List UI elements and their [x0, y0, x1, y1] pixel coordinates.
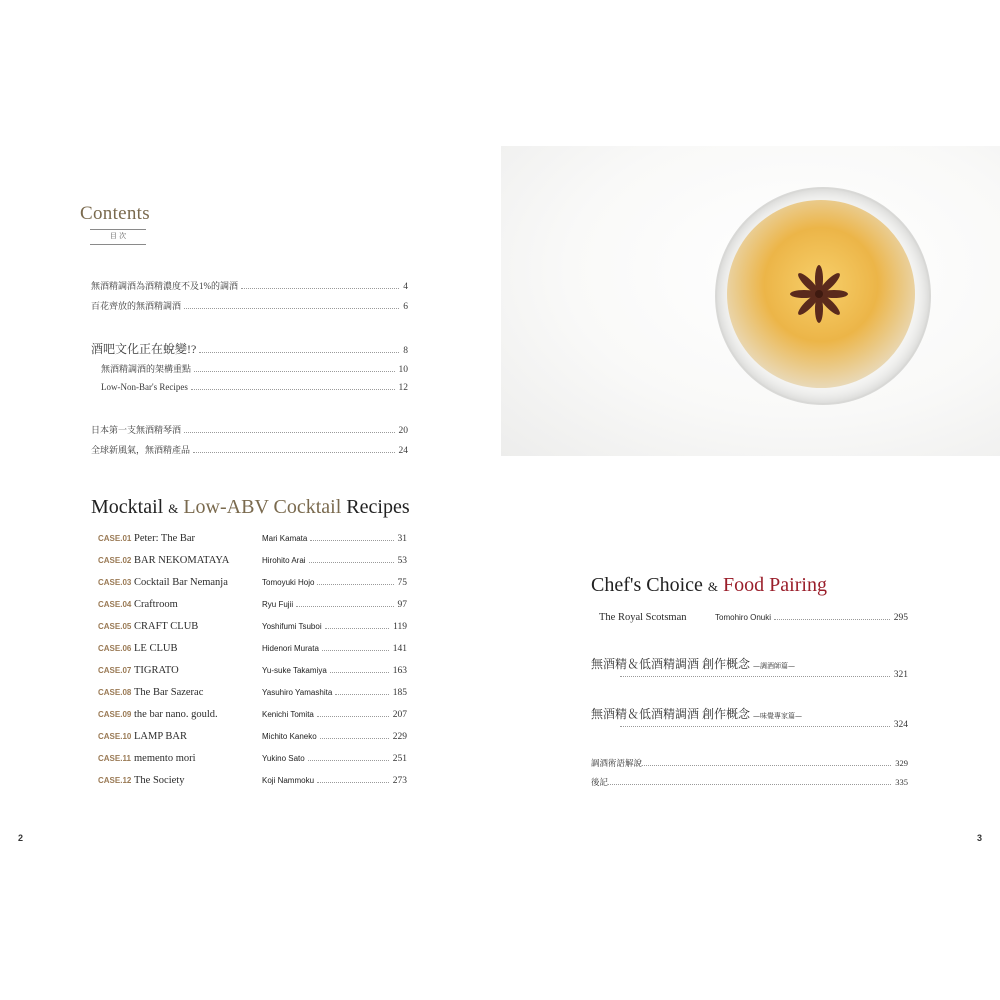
case-bartender: Koji Nammoku [262, 776, 315, 785]
leader-dots [241, 288, 399, 289]
mocktail-section-title [91, 496, 410, 519]
case-bar-name: Craftroom [134, 599, 178, 610]
case-row[interactable] [98, 731, 407, 747]
chef-entry-row[interactable] [599, 612, 908, 623]
mocktail-title-amp: & [168, 501, 179, 516]
case-page: 75 [397, 578, 407, 588]
case-bar-name: LE CLUB [134, 643, 178, 654]
leader-dots [309, 562, 394, 563]
toc-row[interactable] [91, 443, 408, 456]
toc-row-title: 日本第一支無酒精琴酒 [91, 425, 182, 435]
toc-row-title: 無酒精調酒的架構重點 [101, 364, 192, 374]
toc-row-page: 24 [398, 446, 408, 456]
case-bar-name: BAR NEKOMATAYA [134, 555, 230, 566]
chef-title-amp: & [707, 579, 719, 594]
case-page: 141 [392, 644, 407, 654]
case-row[interactable] [98, 665, 407, 681]
toc-row[interactable] [91, 299, 408, 312]
case-bar-name: The Bar Sazerac [134, 687, 204, 698]
leader-dots [335, 694, 388, 695]
leader-dots [191, 389, 395, 390]
case-bartender: Hirohito Arai [262, 556, 306, 565]
case-page: 119 [393, 622, 407, 632]
case-row[interactable] [98, 555, 407, 571]
toc-row-title: 全球新風氣，無酒精產品 [91, 445, 191, 455]
toc-row-page: 8 [403, 346, 408, 356]
case-label: CASE.05 [98, 622, 132, 631]
chef-entry-name: Tomohiro Onuki [715, 613, 772, 622]
case-row[interactable] [98, 709, 407, 725]
leader-dots [317, 584, 393, 585]
chef-entry-bar: The Royal Scotsman [599, 612, 687, 623]
case-bartender: Mari Kamata [262, 534, 308, 543]
concept-page: 324 [893, 720, 908, 730]
case-row[interactable] [98, 621, 407, 637]
case-bartender: Yasuhiro Yamashita [262, 688, 333, 697]
case-page: 31 [397, 534, 407, 544]
case-bartender: Hidenori Murata [262, 644, 319, 653]
case-bar-name: the bar nano. gould. [134, 709, 218, 720]
leader-dots [194, 371, 394, 372]
case-label: CASE.08 [98, 688, 132, 697]
toc-row[interactable] [91, 423, 408, 436]
concept-tag: —味覺專家篇— [753, 712, 803, 720]
case-bartender: Yukino Sato [262, 754, 305, 763]
concept-title-text: 無酒精＆低酒精調酒 創作概念 [591, 657, 751, 671]
leader-dots [642, 765, 891, 766]
leader-dots [184, 432, 394, 433]
toc-row-title: 後記 [591, 777, 609, 787]
concept-leader [620, 670, 908, 680]
case-bar-name: Peter: The Bar [134, 533, 196, 544]
case-page: 229 [392, 732, 407, 742]
page-number-left: 2 [18, 833, 24, 843]
case-bartender: Ryu Fujii [262, 600, 294, 609]
leader-dots [199, 352, 399, 353]
toc-row-page: 329 [895, 758, 908, 768]
case-label: CASE.02 [98, 556, 132, 565]
case-row[interactable] [98, 775, 407, 791]
toc-row-page: 6 [403, 302, 408, 312]
chef-entry-page: 295 [893, 613, 908, 623]
toc-row[interactable] [591, 776, 908, 788]
case-page: 251 [392, 754, 407, 764]
case-label: CASE.06 [98, 644, 132, 653]
leader-dots [608, 784, 891, 785]
case-label: CASE.11 [98, 754, 131, 763]
concept-title-text: 無酒精＆低酒精調酒 創作概念 [591, 707, 751, 721]
case-bartender: Yu-suke Takamiya [262, 666, 327, 675]
case-page: 53 [397, 556, 407, 566]
page-number-right: 3 [977, 833, 983, 843]
case-bartender: Kenichi Tomita [262, 710, 314, 719]
case-bartender: Yoshifumi Tsuboi [262, 622, 322, 631]
case-row[interactable] [98, 687, 407, 703]
mocktail-title-b: Low-ABV Cocktail [183, 496, 342, 518]
case-label: CASE.01 [98, 534, 132, 543]
toc-row-title: 酒吧文化正在蛻變!? [91, 342, 197, 356]
case-row[interactable] [98, 643, 407, 659]
concept-tag: —調酒師篇— [753, 662, 796, 670]
star-anise-icon [790, 265, 848, 323]
cocktail-glass-illustration [501, 146, 1000, 456]
case-bar-name: memento mori [134, 753, 196, 764]
leader-dots [317, 716, 389, 717]
leader-dots [620, 726, 890, 727]
case-page: 273 [392, 776, 407, 786]
case-page: 97 [397, 600, 407, 610]
chef-title-a: Chef's Choice [591, 574, 703, 596]
chef-section-title [591, 574, 827, 597]
toc-row-title: Low-Non-Bar's Recipes [101, 382, 188, 392]
toc-row-page: 10 [398, 365, 408, 375]
case-bar-name: TIGRATO [134, 665, 179, 676]
toc-row[interactable] [591, 757, 908, 769]
case-label: CASE.07 [98, 666, 132, 675]
toc-row-page: 12 [398, 383, 408, 393]
concept-leader [620, 720, 908, 730]
leader-dots [774, 619, 890, 620]
case-bar-name: The Society [134, 775, 185, 786]
leader-dots [320, 738, 389, 739]
concept-page: 321 [893, 670, 908, 680]
toc-row-title: 百花齊放的無酒精調酒 [91, 301, 182, 311]
case-row[interactable] [98, 577, 407, 593]
case-page: 163 [392, 666, 407, 676]
case-label: CASE.04 [98, 600, 132, 609]
case-label: CASE.03 [98, 578, 132, 587]
case-label: CASE.09 [98, 710, 132, 719]
toc-row[interactable] [91, 279, 408, 292]
case-page: 207 [392, 710, 407, 720]
leader-dots [325, 628, 390, 629]
chef-title-b: Food Pairing [723, 574, 827, 596]
toc-row-title: 調酒術語解說 [591, 758, 643, 768]
leader-dots [193, 452, 394, 453]
case-bar-name: LAMP BAR [134, 731, 187, 742]
case-label: CASE.10 [98, 732, 132, 741]
case-bar-name: Cocktail Bar Nemanja [134, 577, 228, 588]
case-bar-name: CRAFT CLUB [134, 621, 199, 632]
mocktail-title-a: Mocktail [91, 496, 164, 518]
toc-row-page: 4 [403, 282, 408, 292]
leader-dots [317, 782, 389, 783]
leader-dots [322, 650, 389, 651]
toc-row[interactable] [91, 340, 408, 357]
case-row[interactable] [98, 599, 407, 615]
case-bartender: Tomoyuki Hojo [262, 578, 315, 587]
case-row[interactable] [98, 753, 407, 769]
case-bartender: Michito Kaneko [262, 732, 317, 741]
toc-row[interactable] [101, 382, 408, 393]
toc-row-title: 無酒精調酒為酒精濃度不及1%的調酒 [91, 281, 238, 291]
leader-dots [620, 676, 890, 677]
leader-dots [296, 606, 393, 607]
leader-dots [310, 540, 393, 541]
leader-dots [184, 308, 399, 309]
toc-row-page: 335 [895, 777, 908, 787]
toc-row-page: 20 [398, 426, 408, 436]
case-row[interactable] [98, 533, 407, 549]
leader-dots [330, 672, 389, 673]
toc-row[interactable] [101, 362, 408, 375]
contents-subtitle: 目 次 [90, 229, 146, 245]
cocktail-photo [501, 146, 1000, 456]
leader-dots [308, 760, 389, 761]
mocktail-title-c: Recipes [346, 496, 410, 518]
contents-title: Contents [80, 203, 150, 224]
case-page: 185 [392, 688, 407, 698]
case-label: CASE.12 [98, 776, 132, 785]
